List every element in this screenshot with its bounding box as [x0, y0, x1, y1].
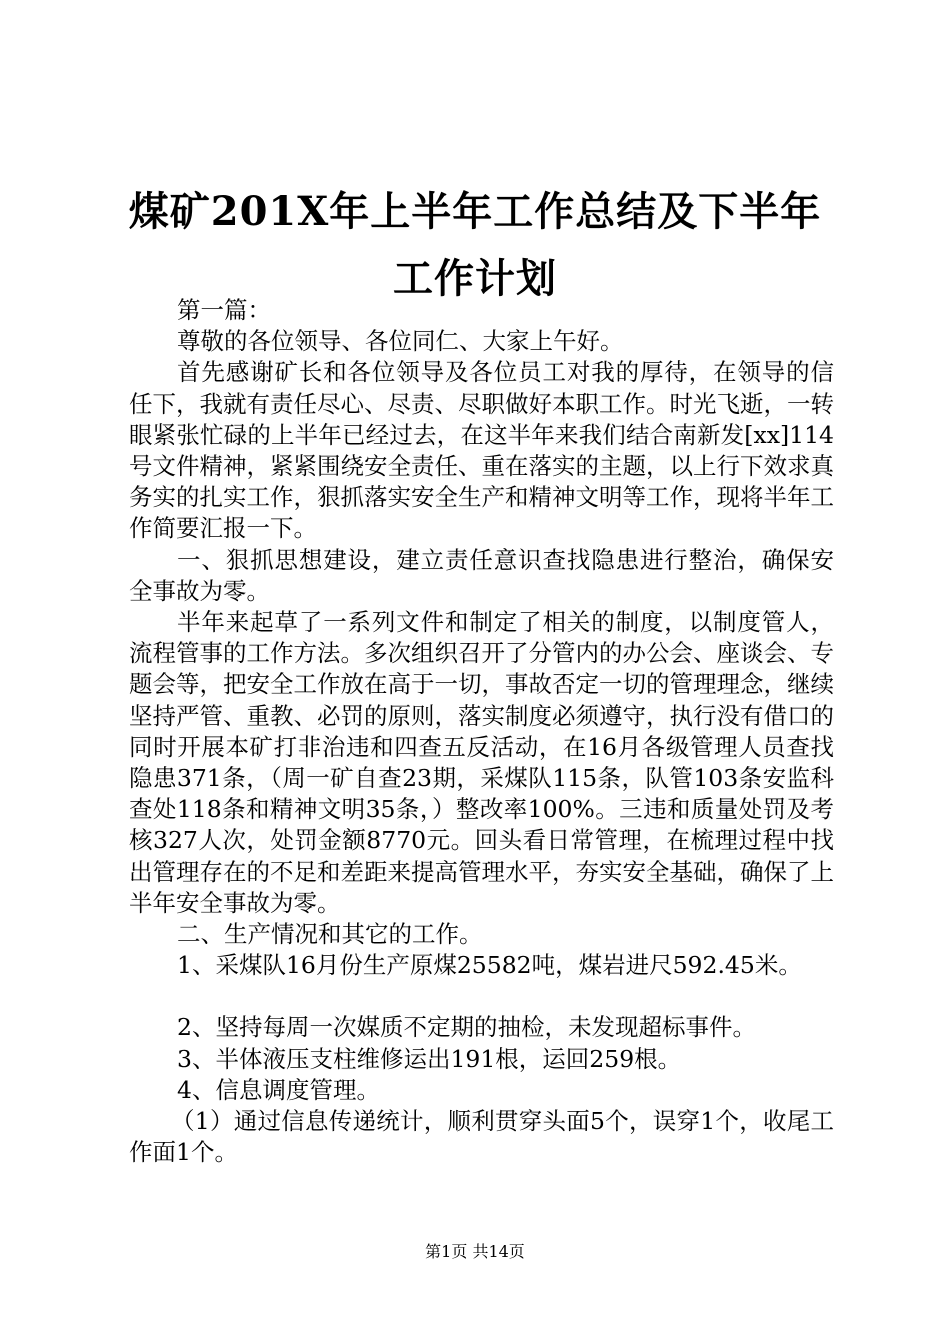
- safety-paragraph: 半年来起草了一系列文件和制定了相关的制度，以制度管人，流程管事的工作方法。多次组织召开了分管内的办公会、座谈会、专题会等，把安全工作放在高于一切，事故否定一切的管理理念，继续坚持严管、重教、必罚的原则，落实制度必须遵守，执行没有借口的同时开展本矿打非治违和四查五反活动，在16月各级管理人员查找隐患371条，（周一矿自查23期，采煤队115条，队管103条安监科查处118条和精神文明35条，）整改率100%。三违和质量处罚及考核327人次，处罚金额8770元。回头看日常管理，在梳理过程中找出管理存在的不足和差距来提高管理水平，夯实安全基础，确保了上半年安全事故为零。: [129, 608, 834, 917]
- heading-production: 二、生产情况和其它的工作。: [177, 920, 483, 949]
- list-item-3: 3、半体液压支柱维修运出191根，运回259根。: [177, 1044, 682, 1073]
- document-title: 煤矿201X年上半年工作总结及下半年工作计划: [128, 188, 822, 302]
- page-number: 第1页 共14页: [425, 1242, 525, 1261]
- list-item-2: 2、坚持每周一次媒质不定期的抽检，未发现超标事件。: [177, 1013, 756, 1042]
- sub-item-1: （1）通过信息传递统计，顺利贯穿头面5个，误穿1个，收尾工作面1个。: [129, 1107, 834, 1167]
- section-heading-first: 第一篇：: [177, 296, 271, 324]
- document-body: [129, 295, 834, 1168]
- list-item-1: 1、采煤队16月份生产原煤25582吨，煤岩进尺592.45米。: [177, 951, 802, 980]
- greeting-paragraph: 尊敬的各位领导、各位同仁、大家上午好。: [177, 327, 624, 356]
- list-item-4: 4、信息调度管理。: [177, 1075, 380, 1104]
- heading-safety: 一、狠抓思想建设，建立责任意识查找隐患进行整治，确保安全事故为零。: [129, 545, 834, 605]
- intro-paragraph: 首先感谢矿长和各位领导及各位员工对我的厚待，在领导的信任下，我就有责任尽心、尽责、尽职做好本职工作。时光飞逝，一转眼紧张忙碌的上半年已经过去，在这半年来我们结合南新发[xx]114号文件精神，紧紧围绕安全责任、重在落实的主题，以上行下效求真务实的扎实工作，狠抓落实安全生产和精神文明等工作，现将半年工作简要汇报一下。: [129, 358, 834, 543]
